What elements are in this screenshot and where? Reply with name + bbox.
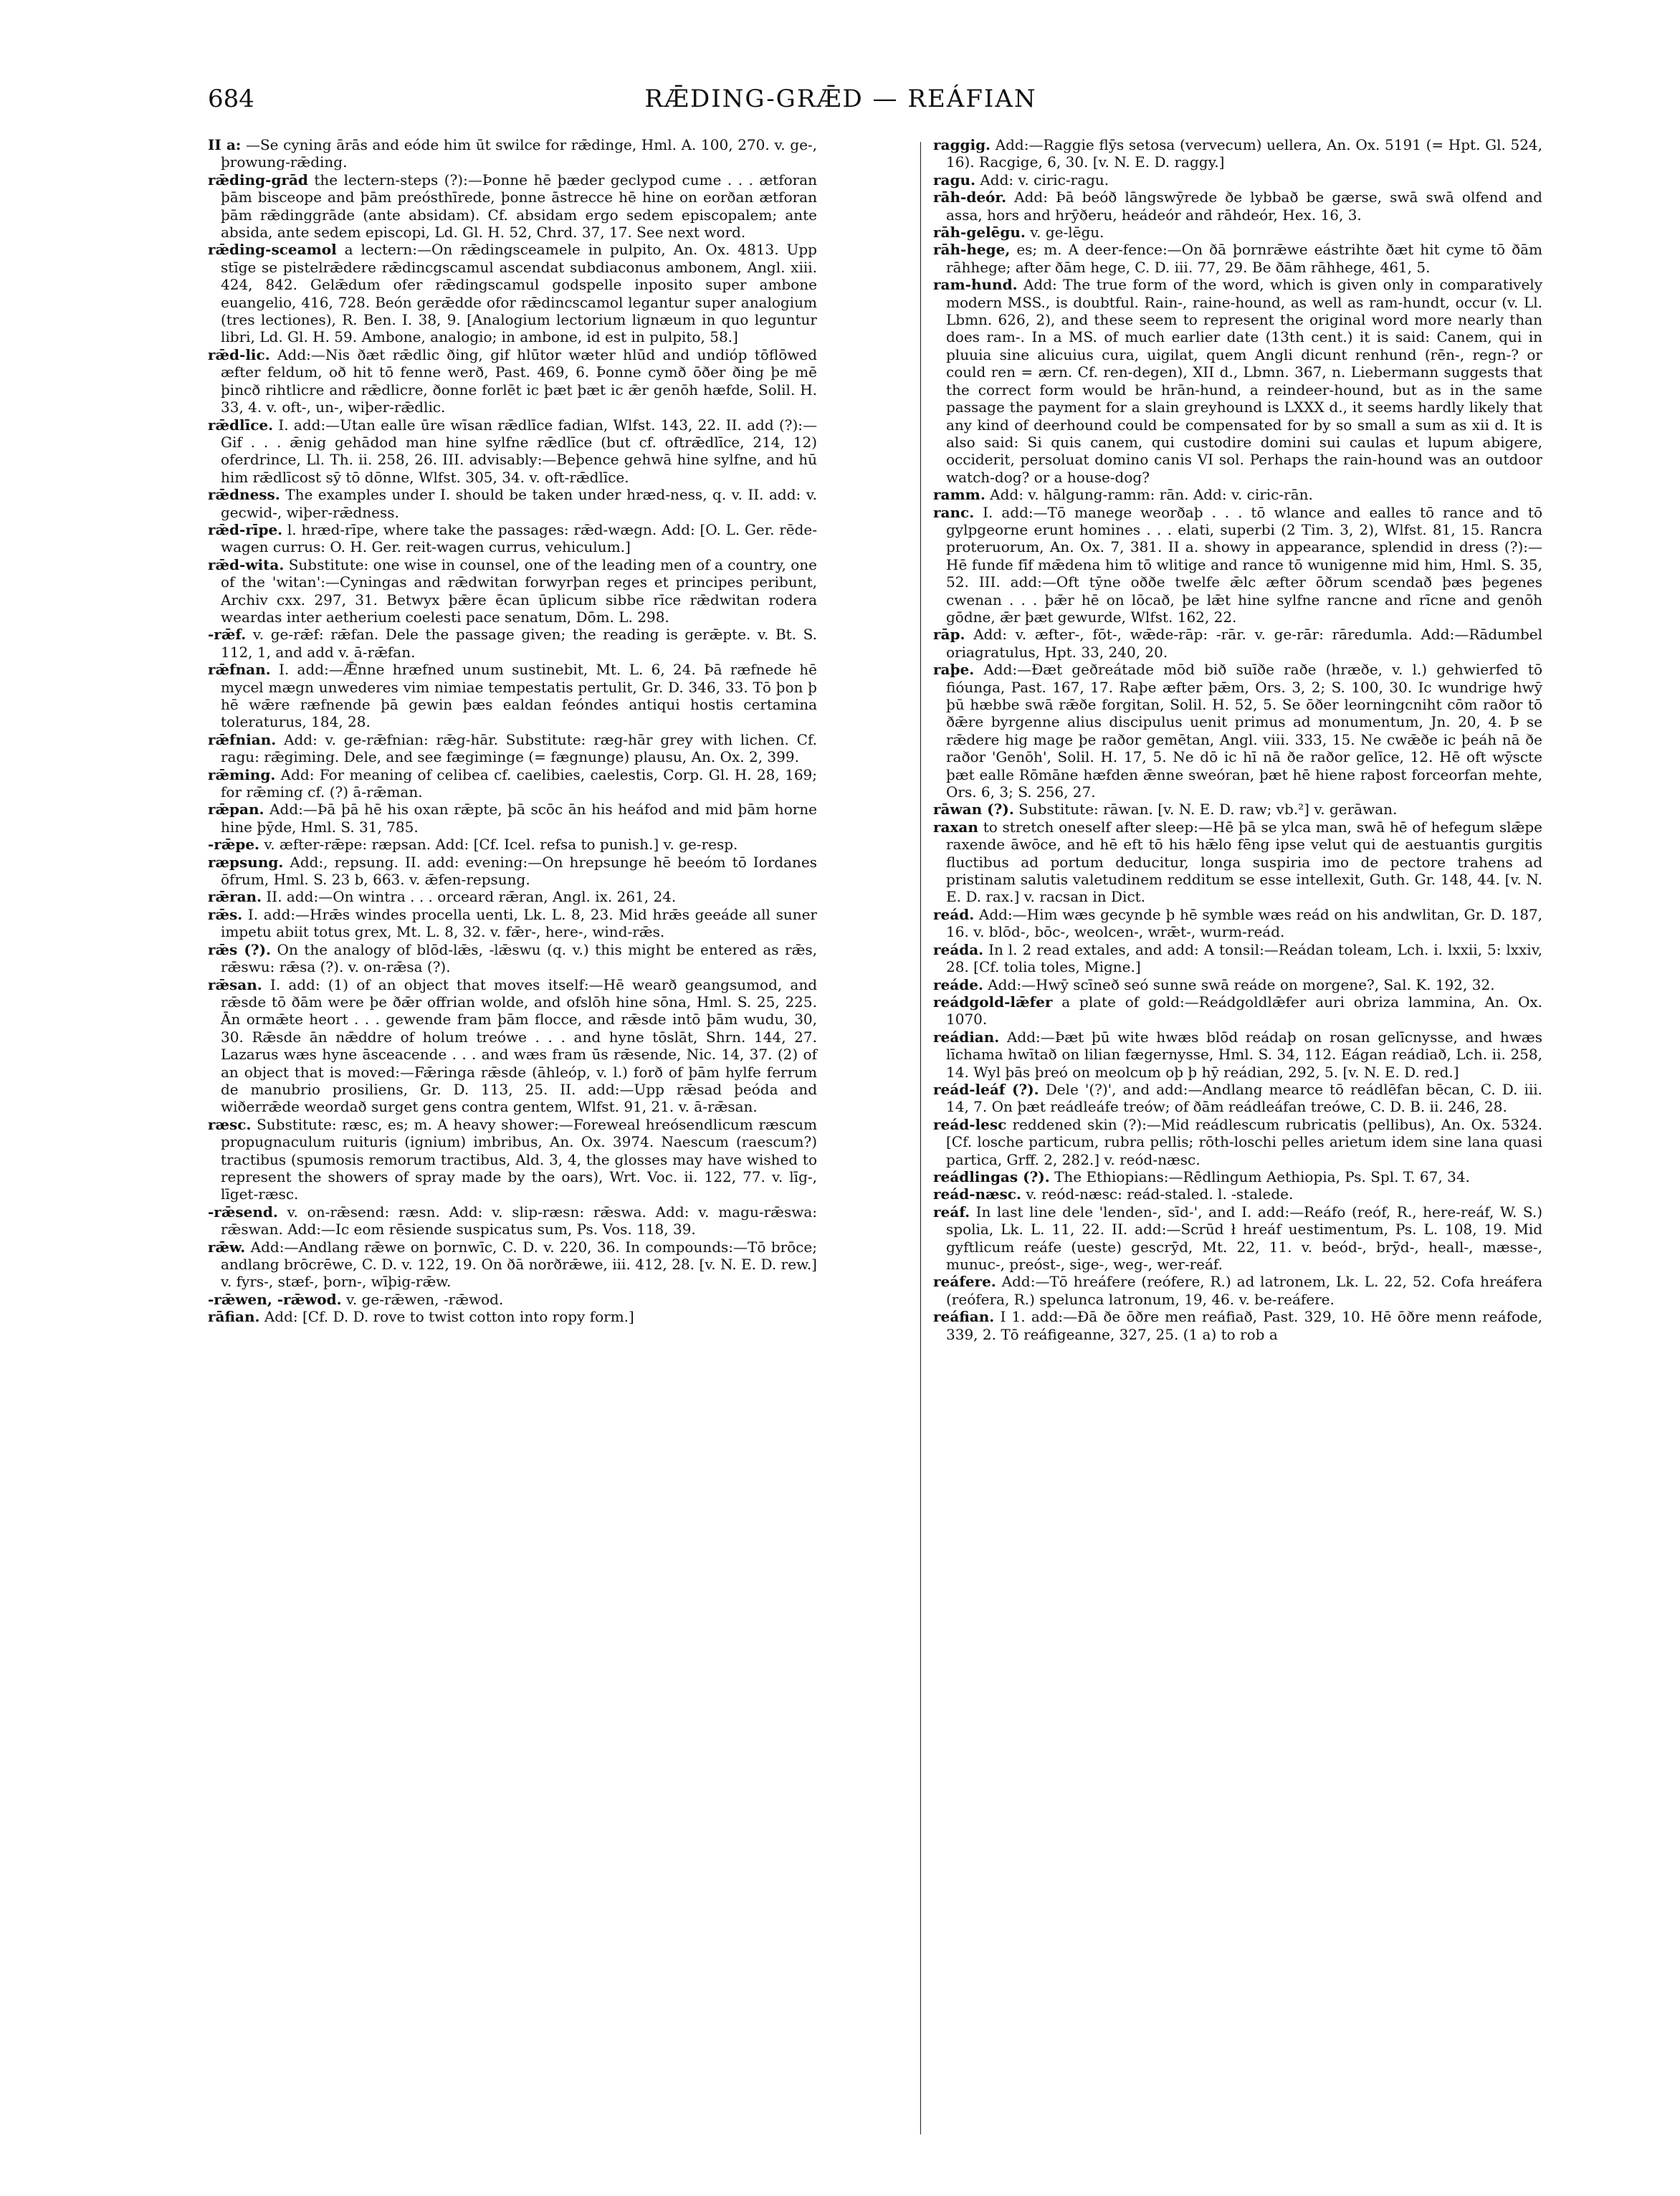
dictionary-entry bbox=[208, 171, 817, 242]
dictionary-entry bbox=[208, 766, 817, 801]
entry-headword: rǣding-sceamol bbox=[208, 241, 337, 259]
dictionary-entry bbox=[933, 976, 1542, 993]
entry-headword: rǣsan. bbox=[208, 975, 262, 993]
entry-text: v. on-rǣsend: ræsn. Add: v. slip-ræsn: rǣswa. Add: v. magu-rǣswa: rǣswan. Add:—Ic eom rēsiende suspicatus sum, Ps. Vos. 118, 39. bbox=[221, 1203, 817, 1238]
entry-text: v. ge-rǣwen, -rǣwod. bbox=[345, 1290, 504, 1308]
entry-headword: rǣran. bbox=[208, 888, 262, 906]
dictionary-entry bbox=[208, 1203, 817, 1238]
column-divider bbox=[920, 142, 921, 2134]
entry-headword: reád-næsc. bbox=[933, 1185, 1021, 1203]
entry-text: v. reód-næsc: reád-staled. l. -stalede. bbox=[1026, 1185, 1294, 1203]
dictionary-entry bbox=[208, 136, 817, 171]
dictionary-entry bbox=[208, 661, 817, 731]
entry-text: I. add:—Ǣnne hræfned unum sustinebit, Mt. L. 6, 24. Þā ræfnede hē mycel mægn unwederes vim nimiae tempestatis pertulit, Gr. D. 346, 33. Tō þon þ hē wǣre ræfnende þā gewin þæs ealdan feóndes antiqui hostis certamina toleraturus, 184, 28. bbox=[221, 661, 818, 731]
dictionary-entry bbox=[208, 976, 817, 1116]
entry-headword: rǣdlīce. bbox=[208, 416, 274, 434]
entry-text: Add:—Nis ðæt rǣdlic ðing, gif hlūtor wæter hlūd and undióp tōflōwed æfter feldum, oð hit tō fenne werð, Past. 469, 6. Þonne cymð ōðer ðing þe mē þincð rihtlicre and rǣdlicre, ðonne forlēt ic þæt þæt ic ǣr genōh hæfde, Solil. H. 33, 4. v. oft-, un-, wiþer-rǣdlic. bbox=[221, 345, 818, 416]
entry-text: Add: v. ciric-ragu. bbox=[980, 171, 1109, 188]
dictionary-entry bbox=[933, 188, 1542, 224]
dictionary-entry bbox=[933, 136, 1542, 171]
entry-headword: rǣdness. bbox=[208, 486, 280, 504]
entry-headword: reádian. bbox=[933, 1028, 1000, 1046]
entry-text: the lectern-steps (?):—Þonne hē þæder geclypod cume . . . ætforan þām bisceope and þām preósthīrede, þonne āstrecce hē hine on eorðan ætforan þām rǣdinggrāde (ante absidam). Cf. absidam ergo sedem episcopalem; ante absida, ante sedem episcopi, Ld. Gl. H. 52, Chrd. 37, 17. See next word. bbox=[221, 171, 817, 242]
entry-headword: reád. bbox=[933, 905, 975, 923]
dictionary-entry bbox=[208, 1291, 817, 1308]
dictionary-entry bbox=[933, 1081, 1542, 1116]
entry-headword: -rǣsend. bbox=[208, 1203, 278, 1221]
dictionary-entry bbox=[208, 241, 817, 345]
entry-text: Add: [Cf. D. D. rove to twist cotton into ropy form.] bbox=[264, 1308, 634, 1326]
entry-text: Substitute: one wise in counsel, one of the leading men of a country, one of the 'witan':—Cyningas and rǣdwitan forwyrþan reges et principes peribunt, Archiv cxx. 297, 31. Betwyx þǣre ēcan ūplicum sibbe rīce rǣdwitan rodera weardas inter aetherium coelesti pace senatum, Dōm. L. 298. bbox=[221, 555, 818, 626]
entry-text: es; m. A deer-fence:—On ðā þornrǣwe eástrihte ðæt hit cyme tō ðām rāhhege; after ðām hege, C. D. iii. 77, 29. Be ðām rāhhege, 461, 5. bbox=[946, 241, 1542, 276]
dictionary-entry bbox=[933, 941, 1542, 976]
entry-headword: rǣd-lic. bbox=[208, 345, 270, 363]
dictionary-entry bbox=[933, 1308, 1542, 1343]
entry-text: Add: Þā beóð lāngswȳrede ðe lybbað be gærse, swā swā olfend and assa, hors and hrȳðeru, heádeór and rāhdeór, Hex. 16, 3. bbox=[946, 188, 1542, 224]
entry-headword: rāh-hege, bbox=[933, 241, 1011, 259]
entry-text: Add:—Raggie flȳs setosa (vervecum) uellera, An. Ox. 5191 (= Hpt. Gl. 524, 16). Racgige, 6, 30. [v. N. E. D. raggy.] bbox=[946, 136, 1543, 171]
entry-headword: rāp. bbox=[933, 626, 965, 644]
entry-headword: ramm. bbox=[933, 486, 985, 504]
dictionary-entry bbox=[933, 241, 1542, 276]
entry-headword: -rǣwen, -rǣwod. bbox=[208, 1290, 342, 1308]
entry-headword: reáf. bbox=[933, 1203, 970, 1221]
entry-headword: reáde. bbox=[933, 975, 983, 993]
dictionary-entry bbox=[933, 1168, 1542, 1185]
entry-headword: rǣpan. bbox=[208, 801, 264, 818]
dictionary-entry bbox=[208, 854, 817, 889]
dictionary-entry bbox=[208, 888, 817, 905]
dictionary-entry bbox=[933, 1116, 1542, 1168]
entry-text: Substitute: rāwan. [v. N. E. D. raw; vb.²] v. gerāwan. bbox=[1018, 801, 1398, 818]
entry-text: Add:—Andlang rǣwe on þornwīc, C. D. v. 220, 36. In compounds:—Tō brōce; andlang brōcrēwe, C. D. v. 122, 19. On ðā norðrǣwe, iii. 412, 28. [v. N. E. D. rew.] v. fyrs-, stæf-, þorn-, wīþig-rǣw. bbox=[221, 1238, 817, 1291]
entry-text: l. hræd-rīpe, where take the passages: rǣd-wægn. Add: [O. L. Ger. rēde-wagen currus: O. H. Ger. reit-wagen currus, vehiculum.] bbox=[221, 520, 817, 556]
entry-text: I 1. add:—Ðā ðe ōðre men reáfiað, Past. 329, 10. Hē ōðre menn reáfode, 339, 2. Tō reáfigeanne, 327, 25. (1 a) to rob a bbox=[946, 1308, 1543, 1343]
entry-text: Add: For meaning of celibea cf. caelibies, caelestis, Corp. Gl. H. 28, 169; for rǣming cf. (?) ā-rǣman. bbox=[221, 765, 818, 801]
entry-headword: rǣming. bbox=[208, 765, 276, 783]
dictionary-entry bbox=[933, 276, 1542, 486]
page-header bbox=[208, 85, 1474, 128]
entry-headword: raxan bbox=[933, 818, 978, 836]
dictionary-entry bbox=[933, 661, 1542, 801]
entry-text: Add: v. hālgung-ramm: rān. Add: v. ciric-rān. bbox=[990, 486, 1313, 504]
dictionary-entry bbox=[208, 906, 817, 941]
left-column bbox=[208, 136, 817, 1326]
dictionary-entry bbox=[933, 1028, 1542, 1081]
entry-text: Add:, repsung. II. add: evening:—On hrepsunge hē beeóm tō Iordanes ōfrum, Hml. S. 23 b, 663. v. ǣfen-repsung. bbox=[221, 853, 817, 889]
dictionary-entry bbox=[208, 1238, 817, 1291]
entry-headword: rāh-deór. bbox=[933, 188, 1007, 206]
entry-headword: rǣd-wita. bbox=[208, 555, 285, 573]
entry-text: —Se cyning ārās and eóde him ūt swilce for rǣdinge, Hml. A. 100, 270. v. ge-, þrowung-rǣding. bbox=[221, 136, 818, 171]
entry-text: v. æfter-rǣpe: ræpsan. Add: [Cf. Icel. refsa to punish.] v. ge-resp. bbox=[264, 836, 738, 854]
entry-text: Add: The true form of the word, which is given only in comparatively modern MSS., is doubtful. Rain-, raine-hound, as well as ram-hundt, occur (v. Ll. Lbmn. 626, 2), and these seem to represent the original word more nearly than does ram-. In a MS. of much earlier date (13th cent.) it is said: Canem, qui in pluuia sine alicuius cura, uigilat, quem Angli dicunt renhund (rēn-, regn-? or could ren = ærn. Cf. ren-degen), XII d., Lbmn. 367, n. Liebermann suggests that the correct form would be hrān-hund, a reindeer-hound, but as in the same passage the payment for a slain greyhound is LXXX d., it seems hardly likely that any kind of deerhound could be compensated for by so small a sum as xii d. It is also said: Si quis canem, qui custodire domini sui caulas et lupum abigere, occiderit, persoluat domino canis VI sol. Perhaps the rain-hound was an outdoor watch-dog? or a house-dog? bbox=[946, 276, 1542, 486]
entry-headword: -rǣpe. bbox=[208, 836, 260, 854]
page-number: 684 bbox=[208, 85, 254, 113]
entry-text: Add: v. ge-rǣfnian: rǣg-hār. Substitute: ræg-hār grey with lichen. Cf. ragu: rǣgiming. Dele, and see fægiminge (= fægnunge) plausu, An. Ox. 2, 399. bbox=[221, 730, 817, 766]
entry-text: reddened skin (?):—Mid reádlescum rubricatis (pellibus), An. Ox. 5324. [Cf. losche particum, rubra pellis; rōth-loschi pelles arietum idem sine lana quasi partica, Grff. 2, 282.] v. reód-næsc. bbox=[946, 1115, 1543, 1168]
entry-headword: reáda. bbox=[933, 940, 984, 958]
entry-text: Add:—Þā þā hē his oxan rǣpte, þā scōc ān his heáfod and mid þām horne hine þȳde, Hml. S. 31, 785. bbox=[221, 801, 818, 836]
dictionary-entry bbox=[933, 224, 1542, 241]
dictionary-entry bbox=[208, 626, 817, 661]
entry-headword: reádgold-lǣfer bbox=[933, 993, 1053, 1011]
dictionary-entry bbox=[208, 1308, 817, 1325]
entry-text: I. add:—Hrǣs windes procella uenti, Lk. L. 8, 23. Mid hrǣs geeáde all suner impetu abiit totus grex, Mt. L. 8, 32. v. fǣr-, here-, wind-rǣs. bbox=[221, 905, 817, 941]
entry-headword: ram-hund. bbox=[933, 276, 1018, 294]
entry-text: II. add:—On wintra . . . orceard rǣran, Angl. ix. 261, 24. bbox=[266, 888, 677, 906]
entry-headword: raggig. bbox=[933, 136, 991, 153]
entry-headword: rǣfnian. bbox=[208, 730, 277, 748]
entry-headword: rǣw. bbox=[208, 1238, 246, 1256]
dictionary-entry bbox=[208, 346, 817, 416]
entry-headword: rǣs. bbox=[208, 905, 243, 923]
dictionary-entry bbox=[208, 486, 817, 521]
entry-headword: rǣfnan. bbox=[208, 661, 271, 679]
entry-text: In last line dele 'lenden-, sīd-', and I. add:—Reáfo (reóf, R., here-reáf, W. S.) spolia, Lk. L. 11, 22. II. add:—Scrūd ł hreáf uestimentum, Ps. L. 108, 19. Mid gyftlicum reáfe (ueste) gescrȳd, Mt. 22, 11. v. beód-, brȳd-, heall-, mæsse-, munuc-, preóst-, sige-, weg-, wer-reáf. bbox=[946, 1203, 1543, 1273]
dictionary-entry bbox=[933, 906, 1542, 941]
entry-headword: reád-lesc bbox=[933, 1115, 1007, 1133]
entry-text: The examples under I. should be taken under hræd-ness, q. v. II. add: v. gecwid-, wiþer-rǣdness. bbox=[221, 486, 817, 521]
dictionary-entry bbox=[933, 504, 1542, 626]
dictionary-entry bbox=[933, 626, 1542, 661]
entry-headword: II a: bbox=[208, 136, 242, 153]
dictionary-entry bbox=[208, 836, 817, 853]
dictionary-entry bbox=[933, 1273, 1542, 1308]
entry-text: Add: v. æfter-, fōt-, wǣde-rāp: -rār. v. ge-rār: rāredumla. Add:—Rādumbel oriagratulus, Hpt. 33, 240, 20. bbox=[946, 626, 1543, 661]
entry-headword: ræpsung. bbox=[208, 853, 284, 871]
entry-headword: rǣs (?). bbox=[208, 940, 272, 958]
entry-headword: reáfere. bbox=[933, 1273, 996, 1291]
right-column bbox=[933, 136, 1542, 1343]
entry-text: Add:—Tō hreáfere (reófere, R.) ad latronem, Lk. L. 22, 52. Cofa hreáfera (reófera, R.) spelunca latronum, 19, 46. v. be-reáfere. bbox=[946, 1273, 1542, 1308]
entry-headword: reád-leáf (?). bbox=[933, 1080, 1039, 1098]
entry-text: a plate of gold:—Reádgoldlǣfer auri obriza lammina, An. Ox. 1070. bbox=[946, 993, 1542, 1028]
dictionary-entry bbox=[208, 416, 817, 487]
dictionary-entry bbox=[208, 556, 817, 626]
dictionary-entry bbox=[933, 818, 1542, 906]
entry-headword: ræsc. bbox=[208, 1115, 252, 1133]
entry-headword: ragu. bbox=[933, 171, 975, 188]
dictionary-entry bbox=[208, 801, 817, 836]
entry-headword: reádlingas (?). bbox=[933, 1168, 1050, 1185]
entry-headword: ranc. bbox=[933, 503, 975, 521]
entry-text: On the analogy of blōd-lǣs, -lǣswu (q. v.) this might be entered as rǣs, rǣswu: rǣsa (?). v. on-rǣsa (?). bbox=[221, 940, 818, 976]
dictionary-entry bbox=[933, 993, 1542, 1028]
dictionary-entry bbox=[208, 731, 817, 766]
entry-text: I. add: (1) of an object that moves itself:—Hē wearð geangsumod, and rǣsde tō ðām were þe ðǣr offrian wolde, and ofslōh hine sōna, Hml. S. 25, 225. Ān ormǣte heort . . . gewende fram þām flocce, and rǣsde intō þām wudu, 30, 30. Rǣsde ān nǣddre of holum treówe . . . and hyne tōslāt, Shrn. 144, 27. Lazarus wæs hyne āsceacende . . . and wæs fram ūs rǣsende, Nic. 14, 37. (2) of an object that is moved:—Fǣringa rǣsde (āhleóp, v. l.) forð of þām hylfe ferrum de manubrio prosiliens, Gr. D. 113, 25. II. add:—Upp rǣsad þeóda and wiðerrǣde weordað surget gens contra gentem, Wlfst. 91, 21. v. ā-rǣsan. bbox=[221, 975, 818, 1116]
dictionary-entry bbox=[933, 1185, 1542, 1203]
entry-text: a lectern:—On rǣdingsceamele in pulpito, An. Ox. 4813. Upp stīge se pistelrǣdere rǣdincgscamul ascendat subdiaconus ambonem, Angl. xiii. 424, 842. Gelǣdum ofer rǣdingscamul godspelle inposito super ambone euangelio, 416, 728. Beón gerǣdde ofor rǣdincscamol legantur super analogium (tres lectiones), R. Ben. I. 38, 9. [Analogium lectorium lignæum in quo leguntur libri, Ld. Gl. H. 59. Ambone, analogio; in ambone, id est in pulpito, 58.] bbox=[221, 241, 817, 346]
dictionary-entry bbox=[933, 486, 1542, 503]
entry-text: to stretch oneself after sleep:—Hē þā se ylca man, swā hē of hefegum slǣpe raxende āwōce, and hē eft tō his hǣlo fēng ipse velut qui de aestuantis gurgitis fluctibus ad portum deducitur, longa suspiria imo de pectore trahens ad pristinam salutis valetudinem redditum se esse intellexit, Guth. Gr. 148, 44. [v. N. E. D. rax.] v. racsan in Dict. bbox=[946, 818, 1542, 906]
entry-headword: rǣding-grād bbox=[208, 171, 308, 188]
dictionary-entry bbox=[208, 1116, 817, 1203]
entry-text: In l. 2 read extales, and add: A tonsil:—Reádan toleam, Lch. i. lxxii, 5: lxxiv, 28. [Cf. tolia toles, Migne.] bbox=[946, 940, 1542, 976]
dictionary-entry bbox=[208, 941, 817, 976]
dictionary-entry bbox=[933, 171, 1542, 188]
entry-headword: rāwan (?). bbox=[933, 801, 1014, 818]
dictionary-entry bbox=[933, 1203, 1542, 1274]
entry-text: Add:—Þæt þū wite hwæs blōd reádaþ on rosan gelīcnysse, and hwæs līchama hwītað on lilian fægernysse, Hml. S. 34, 112. Eágan reádiað, Lch. ii. 258, 14. Wyl þās þreó on meolcum oþ þ hȳ reádian, 292, 5. [v. N. E. D. red.] bbox=[946, 1028, 1542, 1081]
entry-text: I. add:—Utan ealle ūre wīsan rǣdlīce fadian, Wlfst. 143, 22. II. add (?):—Gif . . . ǣnig gehādod man hine sylfne rǣdlīce (but cf. oftrǣdlīce, 214, 12) oferdrince, Ll. Th. ii. 258, 26. III. advisably:—Beþence gehwā hine sylfne, and hū him rǣdlīcost sȳ tō dōnne, Wlfst. 305, 34. v. oft-rǣdlīce. bbox=[221, 416, 817, 486]
dictionary-entry bbox=[933, 801, 1542, 818]
entry-headword: rāh-gelēgu. bbox=[933, 224, 1026, 242]
entry-text: v. ge-rǣf: rǣfan. Dele the passage given; the reading is gerǣpte. v. Bt. S. 112, 1, and add v. ā-rǣfan. bbox=[221, 626, 817, 661]
dictionary-entry bbox=[208, 521, 817, 556]
entry-headword: rāfian. bbox=[208, 1308, 260, 1326]
entry-text: The Ethiopians:—Rēdlingum Aethiopia, Ps. Spl. T. 67, 34. bbox=[1054, 1168, 1470, 1185]
entry-text: Substitute: ræsc, es; m. A heavy shower:—Foreweal hreósendlicum ræscum propugnaculum ruituris (ignium) imbribus, An. Ox. 3974. Naescum (raescum?) tractibus (spumosis remorum tractibus, Ald. 3, 4, the glosses may have wished to represent the showers of spray made by the oars), Wrt. Voc. ii. 122, 77. v. līg-, līget-ræsc. bbox=[221, 1115, 818, 1203]
entry-headword: -rǣf. bbox=[208, 626, 247, 644]
entry-text: Add:—Him wæs gecynde þ hē symble wæs reád on his andwlitan, Gr. D. 187, 16. v. blōd-, bōc-, weolcen-, wrǣt-, wurm-reád. bbox=[946, 905, 1542, 941]
running-head: RǢDING-GRǢD — REÁFIAN bbox=[644, 85, 1037, 113]
entry-text: Add:—Ðæt geðreátade mōd bið suīðe raðe (hræðe, v. l.) gehwierfed tō fióunga, Past. 167, 17. Raþe æfter þǣm, Ors. 3, 2; S. 100, 30. Ic wundrige hwȳ þū hæbbe swā rǣðe forgitan, Solil. H. 52, 5. Se ōðer leorningcniht cōm raðor tō ðǣre byrgenne alius discipulus uenit primus ad monumentum, Jn. 20, 4. Þ se rǣdere hig mage þe raðor gemētan, Angl. viii. 333, 15. Ne cwǣðe ic þeáh nā ðe raðor 'Genōh', Solil. H. 17, 5. Ne dō ic hī nā ðe raðor gelīce, 12. Hē oft wȳscte þæt ealle Rōmāne hæfden ǣnne sweóran, þæt hē hiene raþost forceorfan mehte, Ors. 6, 3; S. 256, 27. bbox=[946, 661, 1543, 801]
entry-headword: rǣd-rīpe. bbox=[208, 520, 283, 538]
entry-text: I. add:—Tō manege weorðaþ . . . tō wlance and ealles tō rance and tō gylpgeorne erunt homines . . . elati, superbi (2 Tim. 3, 2), Wlfst. 81, 15. Rancra proteruorum, An. Ox. 7, 381. II a. showy in appearance, splendid in dress (?):—Hē funde fīf mǣdena him tō wlitige and rance tō wunigenne mid him, Hml. S. 35, 52. III. add:—Oft tȳne oððe twelfe ǣlc æfter ōðrum scendað þæs þegenes cwenan . . . þǣr hē on lōcað, þe lǣt hine sylfne rancne and rīcne and genōh gōdne, ǣr þæt gewurde, Wlfst. 162, 22. bbox=[946, 503, 1542, 626]
entry-text: Add:—Hwȳ scīneð seó sunne swā reáde on morgene?, Sal. K. 192, 32. bbox=[988, 975, 1495, 993]
entry-headword: raþe. bbox=[933, 661, 975, 679]
entry-headword: reáfian. bbox=[933, 1308, 995, 1326]
entry-text: Dele '(?)', and add:—Andlang mearce tō reádlēfan bēcan, C. D. iii. 14, 7. On þæt reádleáfe treów; of ðām reádleáfan treówe, C. D. B. ii. 246, 28. bbox=[946, 1080, 1542, 1116]
entry-text: v. ge-lēgu. bbox=[1030, 224, 1104, 242]
